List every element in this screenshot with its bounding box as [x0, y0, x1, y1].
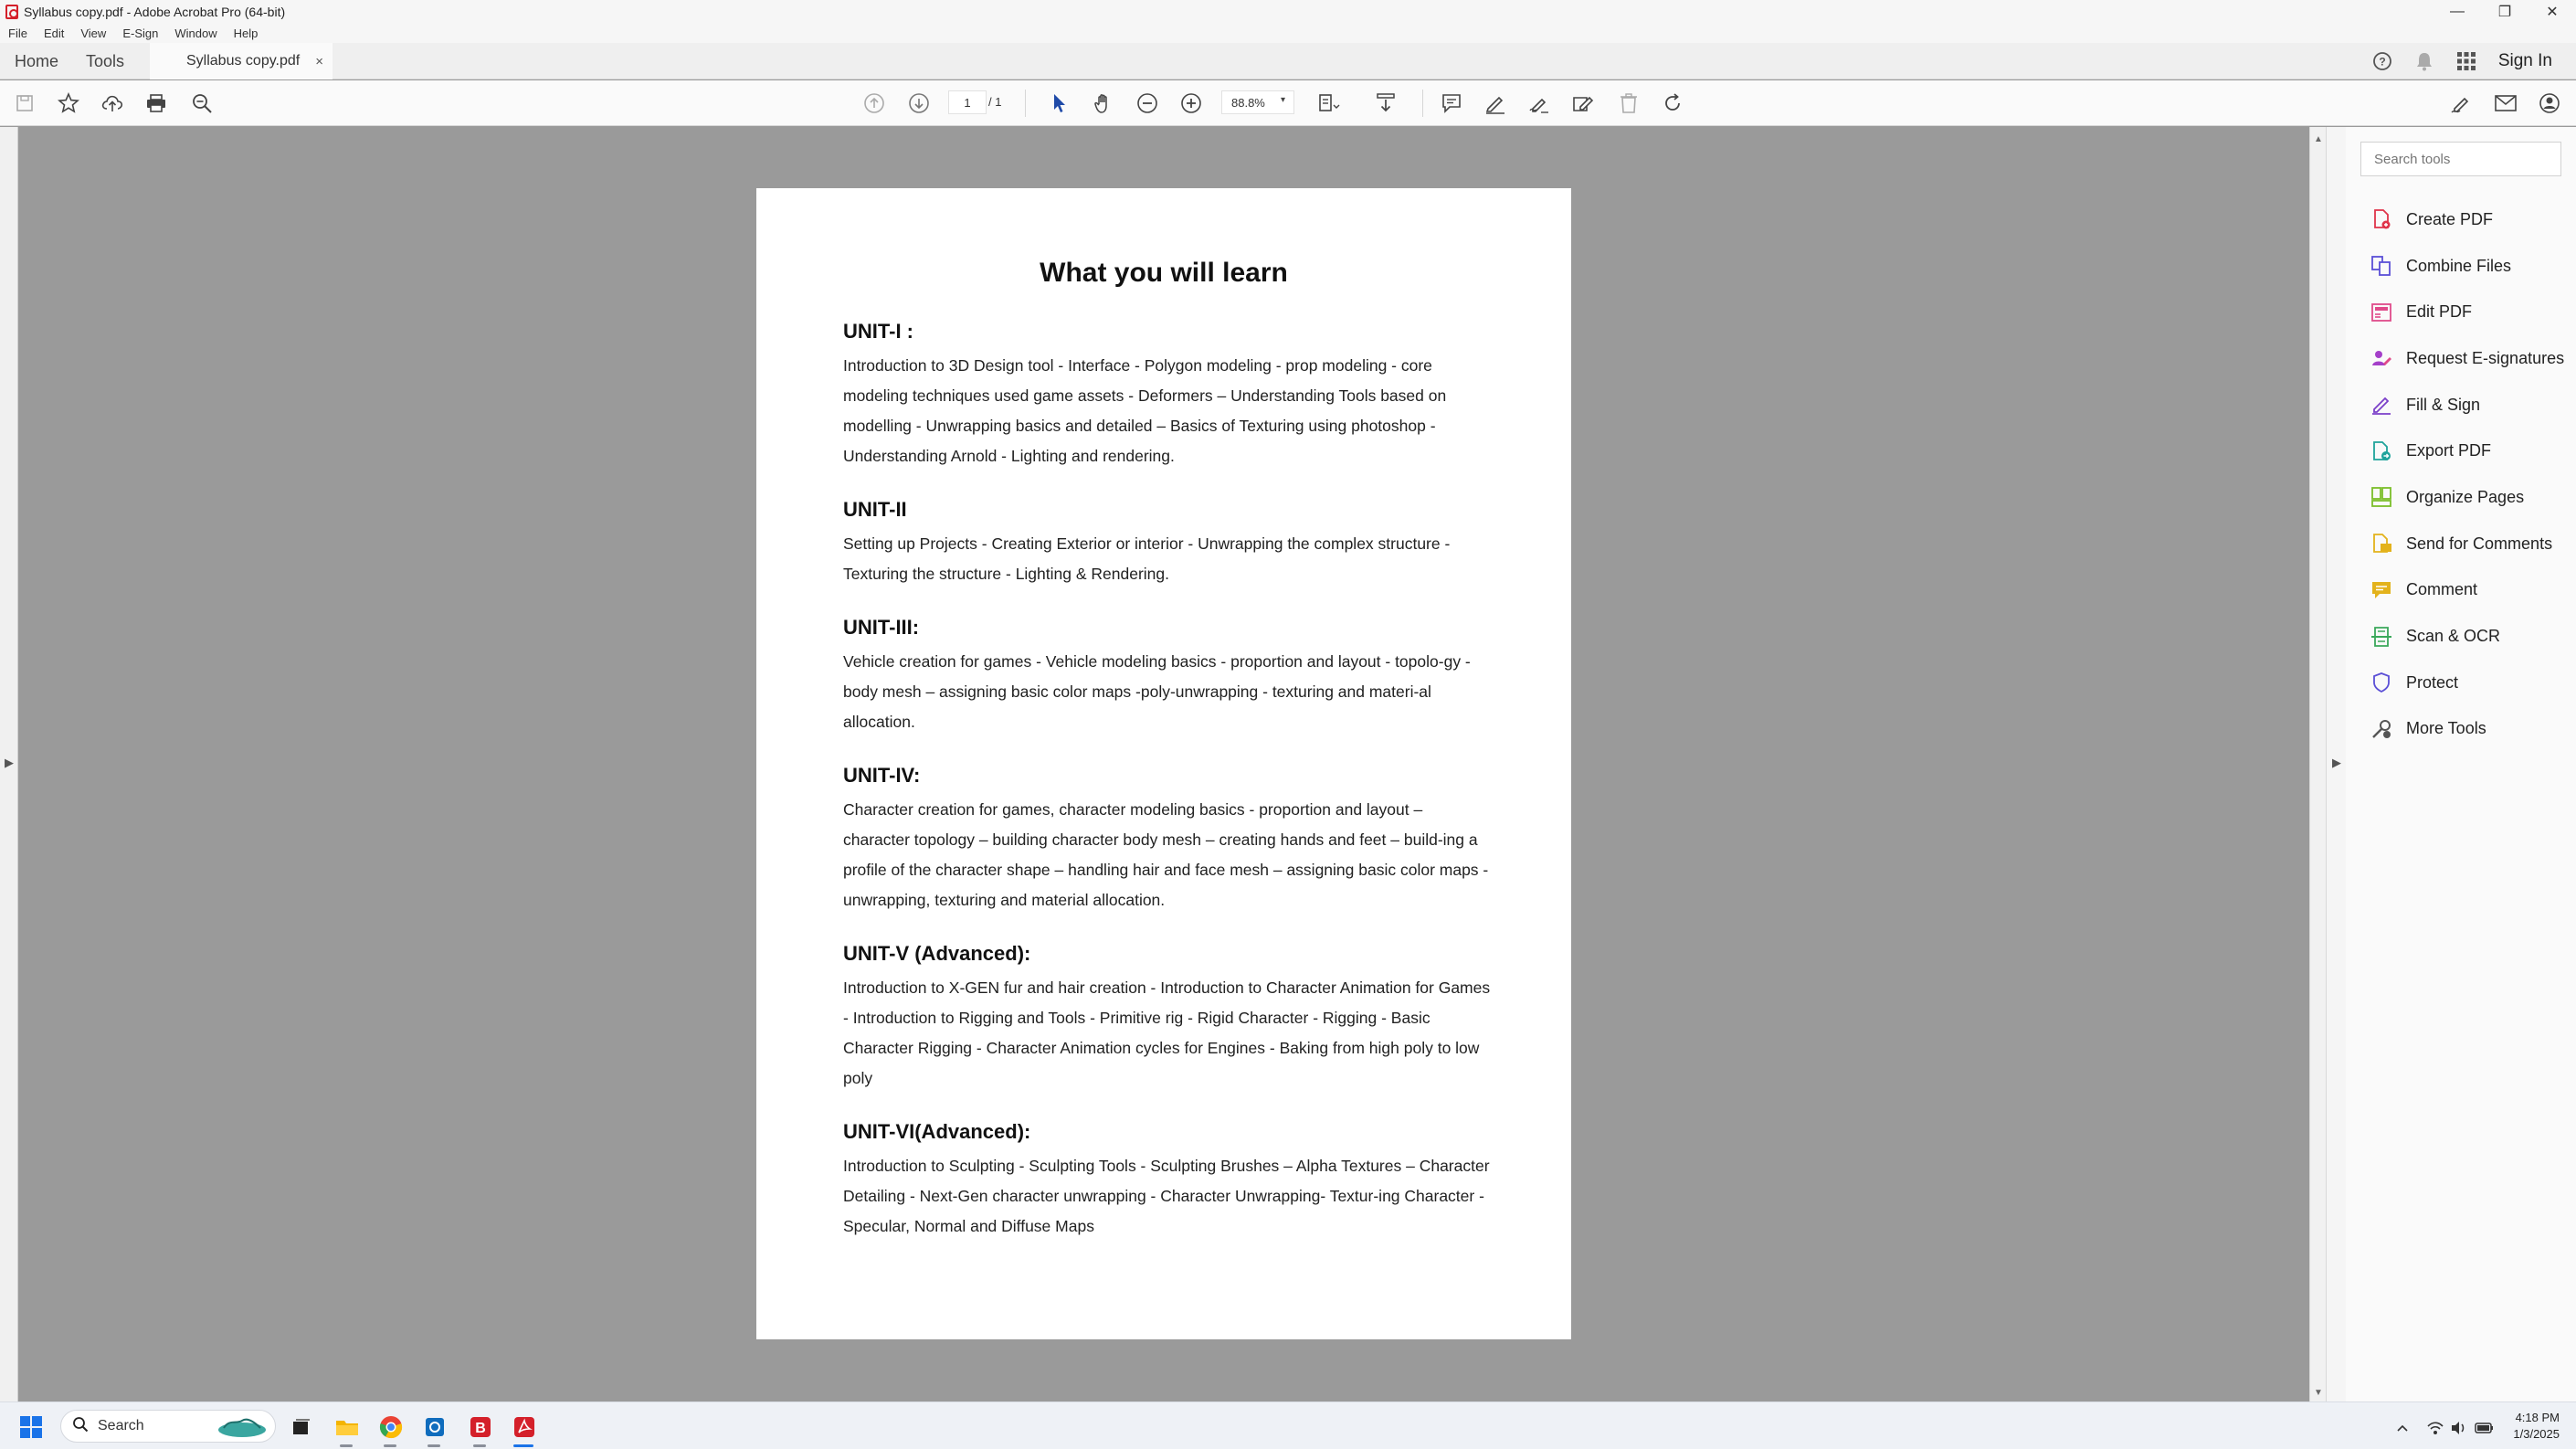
email-icon[interactable]	[2494, 91, 2518, 115]
tool-combine-files[interactable]	[2370, 243, 2564, 290]
maximize-button[interactable]: ❐	[2497, 4, 2512, 20]
menu-window[interactable]: Window	[174, 26, 217, 40]
page-total: / 1	[988, 95, 1002, 109]
tool-label: Create PDF	[2406, 209, 2494, 228]
window-controls	[2433, 0, 2576, 23]
tool-label: Combine Files	[2406, 256, 2512, 275]
wifi-icon[interactable]	[2423, 1415, 2448, 1441]
taskbar-search-label: Search	[98, 1418, 144, 1433]
show-hidden-icons-chevron-icon[interactable]	[2390, 1415, 2415, 1441]
tool-label: Request E-signatures	[2406, 348, 2565, 367]
acrobat-taskbar-icon[interactable]	[512, 1414, 537, 1440]
tools-pane-collapse-strip	[2326, 127, 2346, 1401]
units-list	[843, 320, 1492, 1268]
unit-section	[843, 764, 1492, 915]
unit-heading: UNIT-IV:	[843, 764, 921, 787]
save-icon[interactable]	[13, 91, 37, 115]
taskbar	[0, 1401, 2576, 1449]
unit-heading: UNIT-I :	[843, 320, 913, 343]
zoom-dropdown-chevron-icon[interactable]: ▾	[1281, 95, 1286, 105]
close-window-button[interactable]: ✕	[2546, 4, 2559, 20]
zoom-search-icon[interactable]	[190, 91, 214, 115]
unit-section	[843, 616, 1492, 737]
unit-description: Introduction to Sculpting - Sculpting Tools - Sculpting Brushes – Alpha Textures – Character Detailing - Next-Gen character unwrapping - Character Unwrapping- Textur-ing Character - Specular, Normal and Diffuse Maps	[843, 1157, 1490, 1235]
send-for-comments-icon	[2370, 532, 2393, 555]
tool-create-pdf[interactable]	[2370, 196, 2564, 243]
print-icon[interactable]	[144, 91, 168, 115]
tabbar-right	[2372, 43, 2576, 79]
tool-export-pdf[interactable]	[2370, 428, 2564, 474]
tool-edit-pdf[interactable]	[2370, 289, 2564, 335]
taskbar-search-box[interactable]	[60, 1410, 276, 1443]
battery-icon[interactable]	[2472, 1415, 2497, 1441]
tab-home[interactable]: Home	[15, 51, 59, 70]
tool-label: Scan & OCR	[2406, 627, 2501, 646]
bookmark-star-icon[interactable]	[57, 91, 80, 115]
clock-date: 1/3/2025	[2513, 1427, 2560, 1441]
running-indicator	[428, 1444, 440, 1447]
apps-grid-icon[interactable]	[2456, 51, 2476, 71]
zoom-in-icon[interactable]	[1179, 91, 1203, 115]
rotate-icon[interactable]	[1661, 91, 1684, 115]
zoom-level-field[interactable]: 88.8%	[1221, 90, 1294, 114]
unit-heading: UNIT-II	[843, 498, 907, 521]
tool-label: Organize Pages	[2406, 487, 2525, 506]
unit-description: Vehicle creation for games - Vehicle modeling basics - proportion and layout - topolo-gy - body mesh – assigning basic color maps -poly-unwrapping - texturing and materi-al allocation.	[843, 652, 1471, 731]
svg-text:B: B	[475, 1421, 486, 1436]
acrobat-app-icon	[5, 5, 18, 19]
expand-left-pane-icon[interactable]: ▶	[5, 756, 14, 769]
outlook-icon[interactable]	[422, 1414, 448, 1440]
menu-bar	[0, 23, 2576, 43]
unit-heading: UNIT-III:	[843, 616, 920, 639]
unit-section	[843, 320, 1492, 471]
tab-tools[interactable]: Tools	[86, 51, 125, 70]
page-number-input[interactable]: 1	[948, 90, 987, 114]
edit-pdf-icon	[2370, 301, 2393, 324]
search-icon	[72, 1416, 89, 1437]
page-title: What you will learn	[1040, 258, 1288, 288]
comment-icon	[2370, 578, 2393, 602]
scan-ocr-icon	[2370, 625, 2393, 649]
delete-trash-icon[interactable]	[1617, 91, 1641, 115]
collapse-tools-pane-icon[interactable]: ▶	[2332, 756, 2341, 769]
next-page-icon[interactable]	[907, 91, 931, 115]
windows-start-icon[interactable]	[18, 1414, 44, 1440]
tool-label: Edit PDF	[2406, 302, 2473, 322]
menu-view[interactable]: View	[80, 26, 107, 40]
menu-esign[interactable]: E-Sign	[122, 26, 159, 40]
unit-section	[843, 942, 1492, 1094]
document-tab-label: Syllabus copy.pdf	[186, 53, 301, 69]
tool-fill-sign[interactable]	[2370, 382, 2564, 428]
create-pdf-icon	[2370, 207, 2393, 231]
hand-tool-icon[interactable]	[1092, 91, 1115, 115]
active-app-indicator	[513, 1444, 533, 1447]
fill-sign-pen-icon[interactable]	[2450, 91, 2474, 115]
tool-label: Send for Comments	[2406, 534, 2553, 553]
tool-request-esignatures[interactable]	[2370, 335, 2564, 382]
vertical-scrollbar[interactable]	[2309, 127, 2326, 1401]
request-esignatures-icon	[2370, 346, 2393, 370]
unit-heading: UNIT-VI(Advanced):	[843, 1120, 1031, 1143]
stamp-sign-icon[interactable]	[1571, 91, 1595, 115]
tools-pane	[2346, 127, 2576, 1401]
bitdefender-icon[interactable]	[468, 1414, 493, 1440]
file-explorer-icon[interactable]	[334, 1414, 360, 1440]
tool-label: More Tools	[2406, 719, 2486, 738]
scroll-down-icon[interactable]: ▼	[2314, 1388, 2323, 1398]
tool-more-tools[interactable]	[2370, 706, 2564, 753]
unit-description: Setting up Projects - Creating Exterior or interior - Unwrapping the complex structure - Texturing the structure - Lighting & Rendering.	[843, 534, 1451, 583]
chrome-icon[interactable]	[378, 1414, 404, 1440]
highlight-pen-icon[interactable]	[1483, 91, 1507, 115]
volume-icon[interactable]	[2446, 1415, 2472, 1441]
running-indicator	[473, 1444, 486, 1447]
running-indicator	[340, 1444, 353, 1447]
tab-bar	[0, 43, 2576, 79]
window-title: Syllabus copy.pdf - Adobe Acrobat Pro (64-bit)	[24, 4, 286, 19]
menu-file[interactable]: File	[8, 26, 27, 40]
add-comment-icon[interactable]	[1440, 91, 1463, 115]
minimize-button[interactable]: —	[2450, 3, 2465, 19]
svg-text:?: ?	[2379, 55, 2386, 69]
unit-description: Introduction to 3D Design tool - Interface - Polygon modeling - prop modeling - core modeling techniques used game assets - Deformers – Understanding Tools based on modelling - Unwrapping basics and detailed – Basics of Texturing using photoshop - Understanding Arnold - Lighting and rendering.	[843, 356, 1447, 465]
unit-section	[843, 1120, 1492, 1242]
organize-pages-icon	[2370, 485, 2393, 509]
close-tab-button[interactable]: ×	[315, 53, 323, 69]
tool-scan-ocr[interactable]	[2370, 613, 2564, 660]
toolbar-divider	[1025, 90, 1026, 117]
tool-protect[interactable]	[2370, 660, 2564, 706]
combine-files-icon	[2370, 254, 2393, 278]
search-tools-input[interactable]	[2360, 142, 2561, 176]
more-tools-icon	[2370, 717, 2393, 741]
share-user-icon[interactable]	[2538, 91, 2561, 115]
search-highlight-icon	[216, 1415, 268, 1444]
unit-description: Character creation for games, character modeling basics - proportion and layout – character topology – building character body mesh – creating hands and feet – build-ing a profile of the character shape – handling hair and face mesh – assigning basic color maps - unwrapping, texturing and material allocation.	[843, 800, 1489, 909]
fill-sign-icon	[2370, 393, 2393, 417]
tab-document[interactable]	[150, 43, 333, 79]
draw-signature-icon[interactable]	[1527, 91, 1551, 115]
task-view-icon[interactable]	[289, 1414, 314, 1440]
tool-label: Protect	[2406, 672, 2459, 692]
tool-comment[interactable]	[2370, 567, 2564, 614]
help-icon[interactable]	[2372, 51, 2392, 71]
tool-list	[2370, 196, 2564, 752]
zoom-out-icon[interactable]	[1135, 91, 1159, 115]
export-pdf-icon	[2370, 439, 2393, 463]
unit-heading: UNIT-V (Advanced):	[843, 942, 1031, 965]
unit-section	[843, 498, 1492, 589]
scroll-up-icon[interactable]: ▲	[2314, 134, 2323, 144]
clock-time: 4:18 PM	[2515, 1411, 2560, 1424]
unit-description: Introduction to X-GEN fur and hair creation - Introduction to Character Animation for Games - Introduction to Rigging and Tools - Primitive rig - Rigid Character - Rigging - Basic Character Rigging - Character Animation cycles for Engines - Baking from high poly to low poly	[843, 978, 1491, 1087]
bell-icon[interactable]	[2414, 51, 2434, 71]
menu-help[interactable]: Help	[233, 26, 259, 40]
toolbar-divider	[1422, 90, 1423, 117]
pdf-page	[756, 188, 1571, 1339]
tool-label: Fill & Sign	[2406, 395, 2481, 414]
tool-label: Export PDF	[2406, 441, 2492, 460]
tool-organize-pages[interactable]	[2370, 474, 2564, 521]
scroll-mode-icon[interactable]	[1374, 91, 1398, 115]
tool-send-for-comments[interactable]	[2370, 521, 2564, 567]
menu-edit[interactable]: Edit	[43, 26, 65, 40]
previous-page-icon[interactable]	[862, 91, 886, 115]
title-bar	[0, 0, 2576, 23]
cloud-upload-icon[interactable]	[100, 91, 124, 115]
select-cursor-icon[interactable]	[1047, 91, 1071, 115]
left-navigation-pane	[0, 127, 18, 1401]
taskbar-clock[interactable]	[2513, 1410, 2560, 1443]
sign-in-button[interactable]: Sign In	[2497, 51, 2552, 70]
running-indicator	[384, 1444, 396, 1447]
protect-icon	[2370, 671, 2393, 694]
page-display-icon[interactable]	[1317, 91, 1341, 115]
tool-label: Comment	[2406, 580, 2478, 599]
